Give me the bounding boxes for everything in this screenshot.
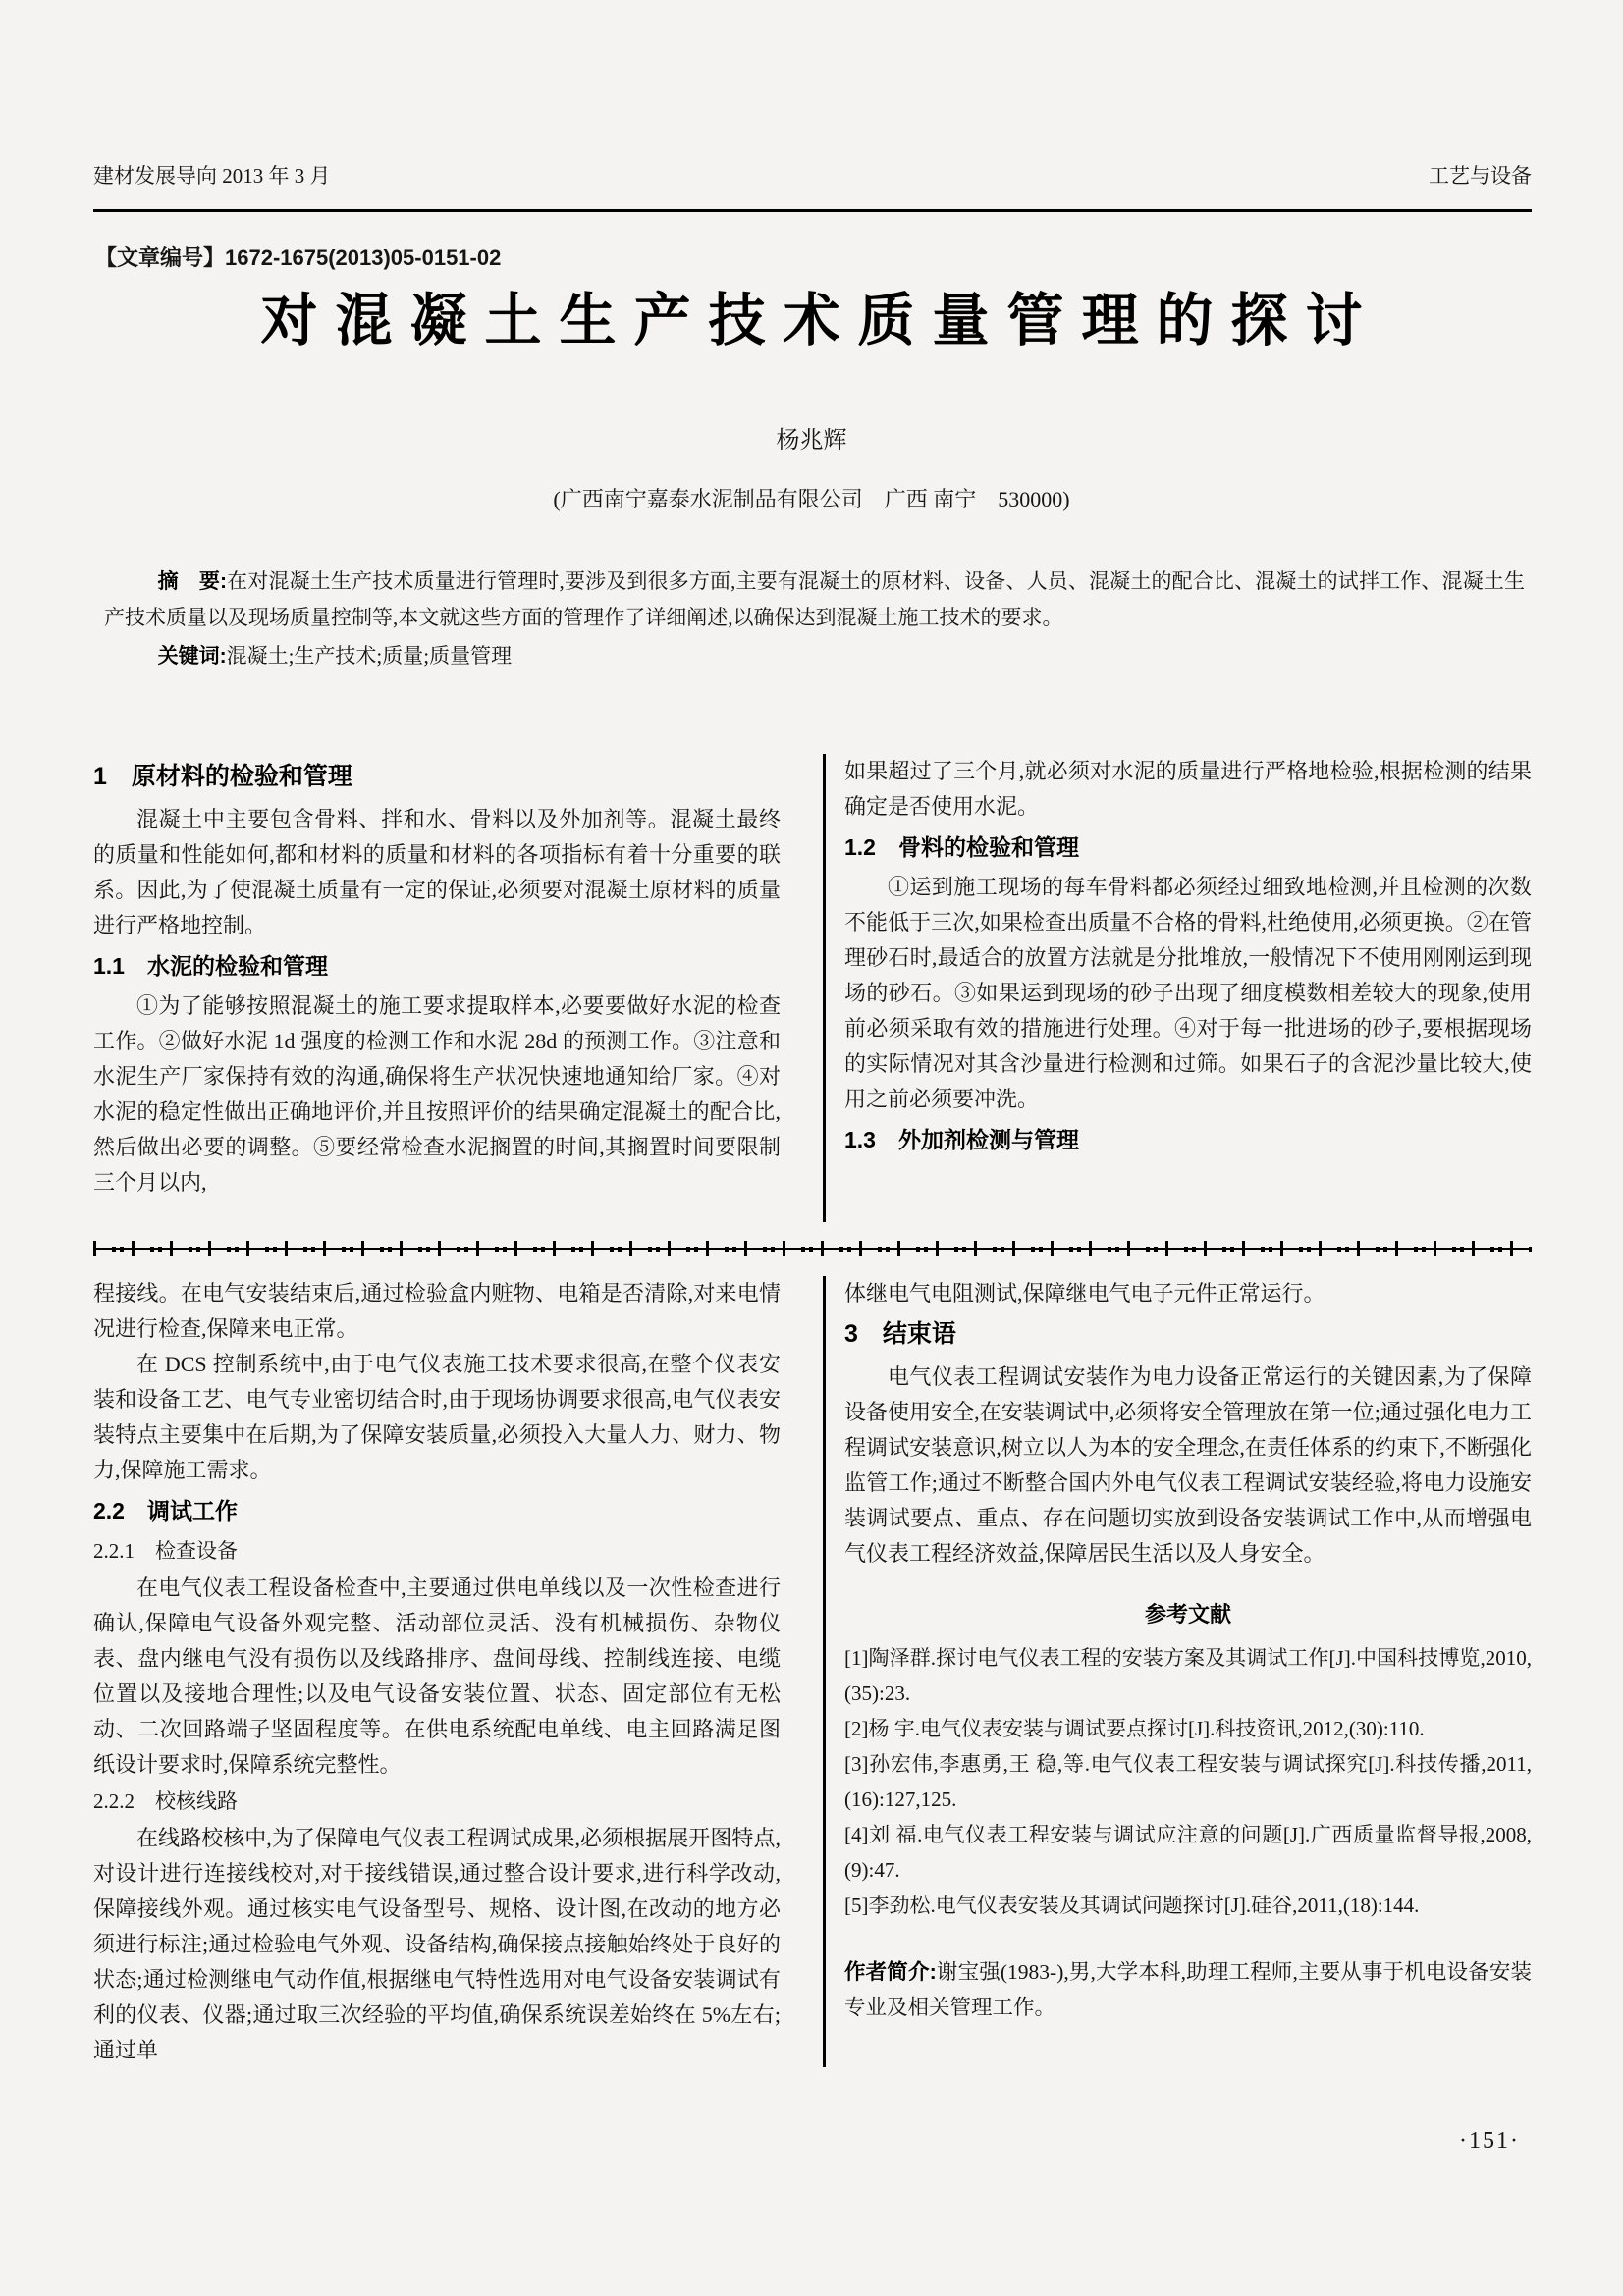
column-name: 工艺与设备: [1429, 164, 1532, 187]
upper-two-column-section: [93, 754, 1532, 1222]
article-id: 【文章编号】1672-1675(2013)05-0151-02: [95, 245, 502, 270]
section-1-heading: 1 原材料的检验和管理: [93, 763, 352, 790]
section-2-2-1-heading: 2.2.1 检查设备: [93, 1539, 238, 1563]
reference-1: [1]陶泽群.探讨电气仪表工程的安装方案及其调试工作[J].中国科技博览,2010,(35):23.: [844, 1646, 1532, 1705]
abstract-text: 在对混凝土生产技术质量进行管理时,要涉及到很多方面,主要有混凝土的原材料、设备、人员、混凝土的配合比、混凝土的试拌工作、混凝土生产技术质量以及现场质量控制等,本文就这些方面的管理作了详细阐述,以确保达到混凝土施工技术的要求。: [104, 569, 1525, 629]
upper-right-column: [823, 754, 1532, 1222]
page-title: 对混凝土生产技术质量管理的探讨: [260, 289, 1380, 352]
lower-left-column: [93, 1276, 781, 2067]
keywords-label: 关键词:: [157, 645, 227, 667]
author-affiliation: (广西南宁嘉泰水泥制品有限公司 广西 南宁 530000): [553, 487, 1070, 511]
upper-left-column: [93, 754, 781, 1222]
section-3-heading: 3 结束语: [844, 1320, 956, 1348]
ornamental-divider: [93, 1238, 1532, 1259]
lower-right-column: [823, 1276, 1532, 2067]
reference-4: [4]刘 福.电气仪表工程安装与调试应注意的问题[J].广西质量监督导报,2008,(9):47.: [844, 1823, 1532, 1882]
section-1-paragraph: 混凝土中主要包含骨料、拌和水、骨料以及外加剂等。混凝土最终的质量和性能如何,都和材料的质量和材料的各项指标有着十分重要的联系。因此,为了使混凝土质量有一定的保证,必须要对混凝土原材料的质量进行严格地控制。: [93, 807, 781, 937]
page-header: [93, 163, 1532, 188]
section-2-2-2-paragraph: 在线路校核中,为了保障电气仪表工程调试成果,必须根据展开图特点,对设计进行连接线校对,对于接线错误,通过整合设计要求,进行科学改动,保障接线外观。通过核实电气设备型号、规格、设计图,在改动的地方必须进行标注;通过检验电气外观、设备结构,确保接点接触始终处于良好的状态;通过检测继电气动作值,根据继电气特性选用对电气设备安装调试有利的仪表、仪器;通过取三次经验的平均值,确保系统误差始终在 5%左右;通过单: [93, 1826, 781, 2062]
author-name: 杨兆辉: [776, 428, 847, 454]
section-2-2-1-paragraph: 在电气仪表工程设备检查中,主要通过供电单线以及一次性检查进行确认,保障电气设备外观完整、活动部位灵活、没有机械损伤、杂物仪表、盘内继电气没有损伤以及线路排序、盘间母线、控制线连接、电缆位置以及接地合理性;以及电气设备安装位置、状态、固定部位有无松动、二次回路端子坚固程度等。在供电系统配电单线、电主回路满足图纸设计要求时,保障系统完整性。: [93, 1575, 781, 1777]
lower-two-column-section: [93, 1276, 1532, 2067]
continuation-paragraph: 程接线。在电气安装结束后,通过检验盒内赃物、电箱是否清除,对来电情况进行检查,保障来电正常。: [93, 1281, 781, 1341]
section-1-1-paragraph: ①为了能够按照混凝土的施工要求提取样本,必要要做好水泥的检查工作。②做好水泥 1d 强度的检测工作和水泥 28d 的预测工作。③注意和水泥生产厂家保持有效的沟通,确保将生产状况快速地通知给厂家。④对水泥的稳定性做出正确地评价,并且按照评价的结果确定混凝土的配合比,然后做出必要的调整。⑤要经常检查水泥搁置的时间,其搁置时间要限制三个月以内,: [93, 993, 781, 1195]
page-number: ·151·: [1459, 2128, 1520, 2154]
dcs-paragraph: 在 DCS 控制系统中,由于电气仪表施工技术要求很高,在整个仪表安装和设备工艺、电气专业密切结合时,由于现场协调要求很高,电气仪表安装特点主要集中在后期,为了保障安装质量,必须投入大量人力、财力、物力,保障施工需求。: [93, 1352, 781, 1482]
section-2-2-2-heading: 2.2.2 校核线路: [93, 1789, 238, 1813]
section-2-2-heading: 2.2 调试工作: [93, 1498, 238, 1523]
reference-3: [3]孙宏伟,李惠勇,王 稳,等.电气仪表工程安装与调试探究[J].科技传播,2011,(16):127,125.: [844, 1752, 1532, 1811]
references-heading: 参考文献: [1144, 1602, 1231, 1627]
abstract-paragraph: [104, 563, 1525, 636]
section-1-2-paragraph: ①运到施工现场的每车骨料都必须经过细致地检测,并且检测的次数不能低于三次,如果检查出质量不合格的骨料,杜绝使用,必须更换。②在管理砂石时,最适合的放置方法就是分批堆放,一般情况下不使用刚刚运到现场的砂石。③如果运到现场的砂子出现了细度模数相差较大的现象,使用前必须采取有效的措施进行处理。④对于每一批进场的砂子,要根据现场的实际情况对其含沙量进行检测和过筛。如果石子的含泥沙量比较大,使用之前必须要冲洗。: [844, 875, 1532, 1111]
keywords-line: [104, 638, 1525, 674]
section-3-paragraph: 电气仪表工程调试安装作为电力设备正常运行的关键因素,为了保障设备使用安全,在安装调试中,必须将安全管理放在第一位;通过强化电力工程调试安装意识,树立以人为本的安全理念,在责任体系的约束下,不断强化监管工作;通过不断整合国内外电气仪表工程调试安装经验,将电力设施安装调试要点、重点、存在问题切实放到设备安装调试工作中,从而增强电气仪表工程经济效益,保障居民生活以及人身安全。: [844, 1364, 1532, 1566]
continuation-paragraph: 体继电气电阻测试,保障继电气电子元件正常运行。: [844, 1281, 1325, 1306]
author-bio-label: 作者简介:: [844, 1960, 937, 1984]
header-rule: [93, 209, 1532, 212]
section-1-3-heading: 1.3 外加剂检测与管理: [844, 1127, 1079, 1152]
section-1-2-heading: 1.2 骨料的检验和管理: [844, 834, 1079, 860]
reference-2: [2]杨 宇.电气仪表安装与调试要点探讨[J].科技资讯,2012,(30):110.: [844, 1717, 1425, 1740]
author-bio: 作者简介:谢宝强(1983-),男,大学本科,助理工程师,主要从事于机电设备安装专业及相关管理工作。: [844, 1960, 1532, 2019]
keywords-text: 混凝土;生产技术;质量;质量管理: [226, 644, 513, 667]
reference-5: [5]李劲松.电气仪表安装及其调试问题探讨[J].硅谷,2011,(18):144.: [844, 1894, 1420, 1917]
abstract-label: 摘 要:: [157, 570, 228, 593]
abstract-block: [104, 563, 1525, 674]
section-1-1-continuation: 如果超过了三个月,就必须对水泥的质量进行严格地检验,根据检测的结果确定是否使用水泥。: [844, 759, 1532, 819]
journal-name: 建材发展导向 2013 年 3 月: [93, 164, 331, 187]
section-1-1-heading: 1.1 水泥的检验和管理: [93, 953, 328, 979]
